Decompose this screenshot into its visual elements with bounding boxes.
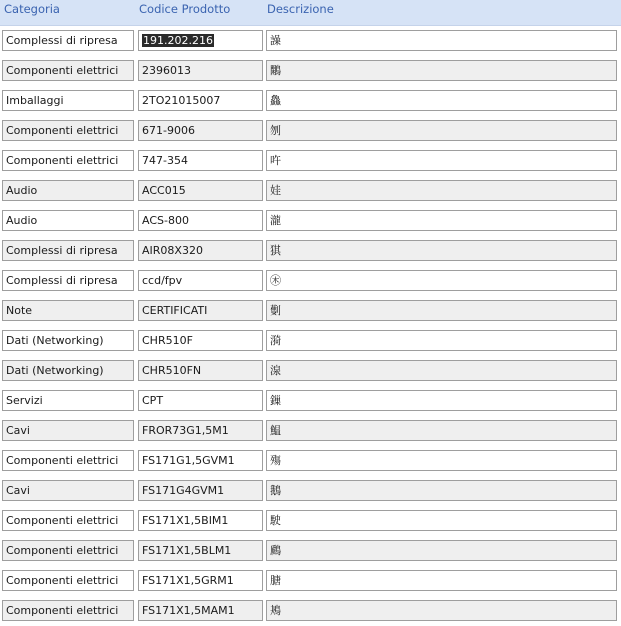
- descrizione-field[interactable]: 殤: [266, 450, 617, 471]
- descrizione-field[interactable]: 吘: [266, 150, 617, 171]
- table-row: [0, 86, 621, 116]
- table-row: [0, 506, 621, 536]
- table-row: [0, 566, 621, 596]
- categoria-field[interactable]: Complessi di ripresa: [2, 30, 134, 51]
- table-row: [0, 26, 621, 56]
- descrizione-field[interactable]: 漪: [266, 330, 617, 351]
- table-row: [0, 416, 621, 446]
- descrizione-field[interactable]: 湶: [266, 360, 617, 381]
- table-row: [0, 476, 621, 506]
- descrizione-field[interactable]: 膅: [266, 570, 617, 591]
- categoria-field[interactable]: Componenti elettrici: [2, 600, 134, 621]
- categoria-field[interactable]: Dati (Networking): [2, 330, 134, 351]
- codice-prodotto-field[interactable]: CERTIFICATI: [138, 300, 263, 321]
- categoria-field[interactable]: Componenti elettrici: [2, 570, 134, 591]
- descrizione-field[interactable]: 鵝: [266, 480, 617, 501]
- codice-prodotto-field[interactable]: 2396013: [138, 60, 263, 81]
- categoria-field[interactable]: Componenti elettrici: [2, 150, 134, 171]
- descrizione-field[interactable]: 鴂: [266, 600, 617, 621]
- table-row: [0, 386, 621, 416]
- codice-prodotto-field[interactable]: CPT: [138, 390, 263, 411]
- codice-prodotto-field[interactable]: CHR510F: [138, 330, 263, 351]
- descrizione-field[interactable]: 娃: [266, 180, 617, 201]
- table-row: [0, 206, 621, 236]
- categoria-field[interactable]: Componenti elettrici: [2, 60, 134, 81]
- table-row: [0, 446, 621, 476]
- categoria-field[interactable]: Componenti elettrici: [2, 540, 134, 561]
- codice-prodotto-field[interactable]: 747-354: [138, 150, 263, 171]
- categoria-field[interactable]: Complessi di ripresa: [2, 240, 134, 261]
- codice-prodotto-field[interactable]: ccd/fpv: [138, 270, 263, 291]
- table-row: [0, 596, 621, 626]
- table-row: [0, 56, 621, 86]
- codice-prodotto-field[interactable]: FS171G4GVM1: [138, 480, 263, 501]
- selected-text: 191.202.216: [143, 34, 213, 47]
- table-row: [0, 536, 621, 566]
- codice-prodotto-field[interactable]: 2TO21015007: [138, 90, 263, 111]
- categoria-field[interactable]: Complessi di ripresa: [2, 270, 134, 291]
- codice-prodotto-field[interactable]: FS171X1,5MAM1: [138, 600, 263, 621]
- categoria-field[interactable]: Audio: [2, 180, 134, 201]
- descrizione-field[interactable]: 猉: [266, 240, 617, 261]
- header-categoria[interactable]: Categoria: [4, 2, 60, 16]
- table-row: [0, 326, 621, 356]
- codice-prodotto-field[interactable]: FROR73G1,5M1: [138, 420, 263, 441]
- codice-prodotto-field[interactable]: AIR08X320: [138, 240, 263, 261]
- table-row: [0, 116, 621, 146]
- header-descrizione[interactable]: Descrizione: [267, 2, 334, 16]
- descrizione-field[interactable]: 鷴: [266, 60, 617, 81]
- codice-prodotto-field[interactable]: ACC015: [138, 180, 263, 201]
- descrizione-field[interactable]: 劐: [266, 300, 617, 321]
- categoria-field[interactable]: Componenti elettrici: [2, 120, 134, 141]
- codice-prodotto-field[interactable]: ACS-800: [138, 210, 263, 231]
- codice-prodotto-field[interactable]: CHR510FN: [138, 360, 263, 381]
- categoria-field[interactable]: Cavi: [2, 480, 134, 501]
- categoria-field[interactable]: Componenti elettrici: [2, 510, 134, 531]
- descrizione-field[interactable]: 瀧: [266, 210, 617, 231]
- categoria-field[interactable]: Servizi: [2, 390, 134, 411]
- categoria-field[interactable]: Imballaggi: [2, 90, 134, 111]
- descrizione-field[interactable]: ㊍: [266, 270, 617, 291]
- codice-prodotto-field[interactable]: 671-9006: [138, 120, 263, 141]
- descrizione-field[interactable]: 刎: [266, 120, 617, 141]
- table-row: [0, 146, 621, 176]
- categoria-field[interactable]: Cavi: [2, 420, 134, 441]
- codice-prodotto-field[interactable]: FS171G1,5GVM1: [138, 450, 263, 471]
- categoria-field[interactable]: Dati (Networking): [2, 360, 134, 381]
- descrizione-field[interactable]: 譟: [266, 30, 617, 51]
- descrizione-field[interactable]: 駛: [266, 510, 617, 531]
- codice-prodotto-field[interactable]: FS171X1,5BLM1: [138, 540, 263, 561]
- codice-prodotto-field[interactable]: FS171X1,5GRM1: [138, 570, 263, 591]
- categoria-field[interactable]: Note: [2, 300, 134, 321]
- table-row: [0, 236, 621, 266]
- descrizione-field[interactable]: 鷉: [266, 540, 617, 561]
- codice-prodotto-field[interactable]: FS171X1,5BIM1: [138, 510, 263, 531]
- header-codice-prodotto[interactable]: Codice Prodotto: [139, 2, 231, 16]
- descrizione-field[interactable]: 鏁: [266, 390, 617, 411]
- codice-prodotto-field[interactable]: [138, 30, 263, 51]
- descrizione-field[interactable]: 鰛: [266, 420, 617, 441]
- table-row: [0, 176, 621, 206]
- table-row: [0, 296, 621, 326]
- categoria-field[interactable]: Componenti elettrici: [2, 450, 134, 471]
- table-row: [0, 266, 621, 296]
- categoria-field[interactable]: Audio: [2, 210, 134, 231]
- descrizione-field[interactable]: 鱻: [266, 90, 617, 111]
- table-row: [0, 356, 621, 386]
- column-header-bar: [0, 0, 621, 26]
